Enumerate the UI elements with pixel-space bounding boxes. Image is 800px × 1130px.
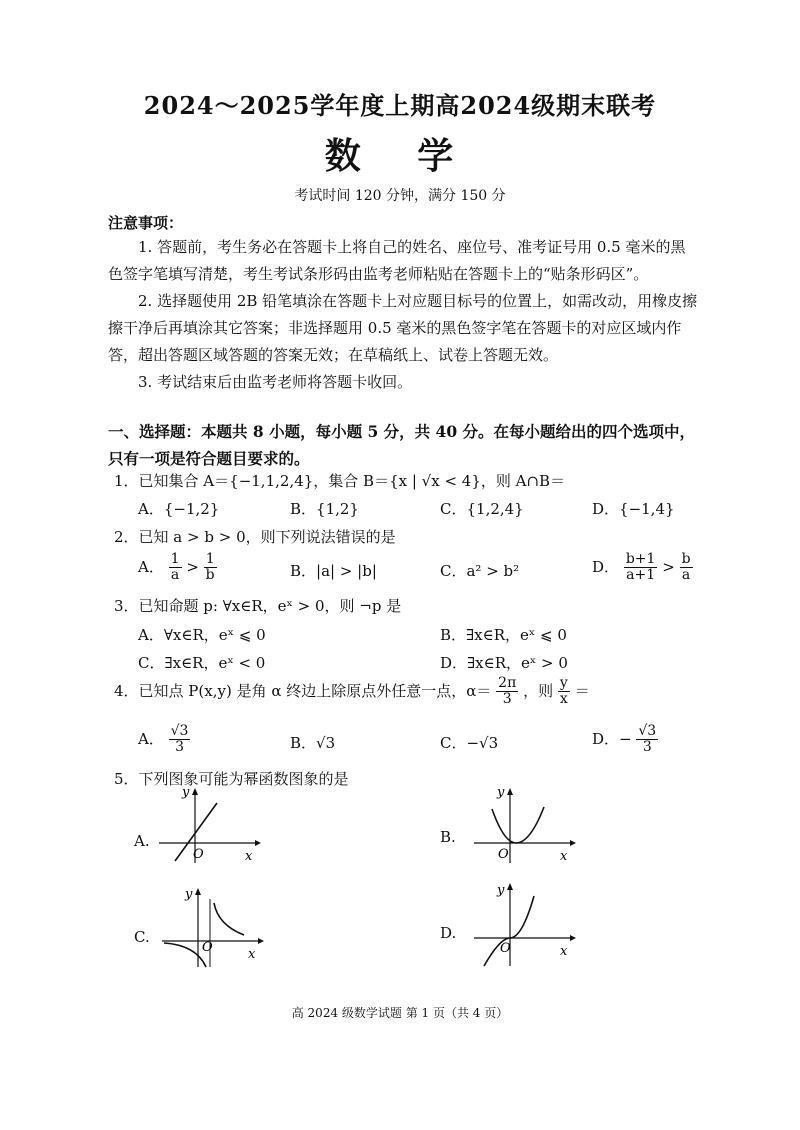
q2-d-num2: b <box>681 551 691 567</box>
q4-option-a <box>138 724 190 756</box>
graph-d-x-label: x <box>560 944 568 959</box>
q2-d-den2: a <box>681 567 691 584</box>
q2-option-c: C．a² > b² <box>440 562 520 580</box>
q2-option-b: B．|a| > |b| <box>290 562 377 580</box>
graph-c-origin: O <box>202 940 213 955</box>
q2-stem: 2．已知 a > b > 0，则下列说法错误的是 <box>114 528 396 546</box>
section-1-heading: 一、选择题：本题共 8 小题，每小题 5 分，共 40 分。在每小题给出的四个选项中，只有一项是符合题目要求的。 <box>108 422 696 468</box>
q2-d-frac2 <box>680 552 693 584</box>
q4-ratio-frac <box>558 676 570 708</box>
q4-d-frac <box>636 724 658 756</box>
q4-stem-mid: ，则 <box>523 681 554 700</box>
graph-b-y-label: y <box>497 785 505 800</box>
q4-alpha-num: 2π <box>498 675 517 691</box>
q2-a-op: > <box>186 557 199 576</box>
note-item-1: 1. 答题前，考生务必在答题卡上将自己的姓名、座位号、准考证号用 0.5 毫米的黑色签字笔填写清楚，考生考试条形码由监考老师粘贴在答题卡上的“贴条形码区”。 <box>108 238 686 283</box>
q5-graph-b <box>470 785 580 865</box>
notes-heading: 注意事项： <box>108 214 184 232</box>
subject-title: 数 学 <box>324 135 476 177</box>
graph-c-x-arrow <box>258 938 264 944</box>
q3-stem: 3．已知命题 p: ∀x∈R，eˣ > 0，则 ¬p 是 <box>114 597 402 615</box>
q2-a-num1: 1 <box>170 551 180 567</box>
q4-stem-pre: 4．已知点 P(x,y) 是角 α 终边上除原点外任意一点，α＝ <box>114 681 492 700</box>
q4-d-den: 3 <box>642 739 652 756</box>
q1-option-b: B．{1,2} <box>290 500 359 518</box>
graph-b-x-label: x <box>560 849 568 864</box>
graph-c-curve-left <box>164 943 206 967</box>
note-item-2: 2. 选择题使用 2B 铅笔填涂在答题卡上对应题目标号的位置上，如需改动，用橡皮擦擦干净后再填涂其它答案；非选择题用 0.5 毫米的黑色签字笔在答题卡的对应区域内作答，超出答题区域答题的答案无效；在草稿纸上、试卷上答题无效。 <box>108 292 698 364</box>
graph-c-y-arrow <box>195 888 201 895</box>
graph-d-x-arrow <box>570 935 576 941</box>
q4-ratio-num: y <box>559 675 568 691</box>
graph-c-curve-right <box>214 903 244 935</box>
q4-stem <box>114 676 590 708</box>
q5-graph-d <box>470 880 580 970</box>
q2-d-frac1 <box>624 552 658 584</box>
q5-graph-a <box>155 785 265 865</box>
graph-b-y-arrow <box>507 788 513 795</box>
q2-d-op: > <box>662 557 675 576</box>
graph-d-y-arrow <box>507 883 513 890</box>
graph-d-origin: O <box>500 941 511 956</box>
graph-c-y-label: y <box>185 887 193 902</box>
q1-option-d: D．{−1,4} <box>592 500 675 518</box>
q2-d-num1: b+1 <box>625 551 656 567</box>
q2-a-frac2 <box>204 552 217 584</box>
q4-option-b: B．√3 <box>290 734 336 752</box>
graph-a-origin: O <box>193 847 204 862</box>
q4-a-num: √3 <box>170 723 189 739</box>
graph-b-x-arrow <box>570 840 576 846</box>
exam-title: 2024～2025学年度上期高2024级期末联考 <box>143 91 657 120</box>
q5-option-a-label: A. <box>134 832 150 850</box>
q4-a-den: 3 <box>175 739 184 756</box>
q2-a-den1: a <box>170 567 180 584</box>
note-item-3: 3. 考试结束后由监考老师将答题卡收回。 <box>138 373 413 391</box>
q5-option-c-label: C. <box>134 928 150 946</box>
q1-stem: 1．已知集合 A＝{−1,1,2,4}，集合 B＝{x | √x < 4}，则 A∩B＝ <box>114 472 566 490</box>
exam-time-info: 考试时间 120 分钟，满分 150 分 <box>294 188 506 204</box>
q3-option-c: C．∃x∈R，eˣ < 0 <box>138 654 266 672</box>
q3-option-a: A．∀x∈R，eˣ ⩽ 0 <box>138 626 266 644</box>
q5-option-b-label: B. <box>440 828 456 846</box>
q4-stem-post: ＝ <box>574 681 590 700</box>
q4-a-frac <box>169 724 191 756</box>
q2-a-num2: 1 <box>205 551 215 567</box>
q1-option-a: A．{−1,2} <box>138 500 220 518</box>
graph-c-x-label: x <box>248 947 256 962</box>
graph-a-x-label: x <box>245 849 253 864</box>
q5-stem: 5．下列图象可能为幂函数图象的是 <box>114 770 349 788</box>
q4-option-d <box>592 724 658 756</box>
q4-a-label: A． <box>138 729 164 748</box>
page-footer: 高 2024 级数学试题 第 1 页（共 4 页） <box>291 1006 509 1020</box>
q2-a-label: A． <box>138 557 164 576</box>
q1-option-c: C．{1,2,4} <box>440 500 524 518</box>
q2-a-den2: b <box>205 567 215 584</box>
q2-a-frac1 <box>169 552 182 584</box>
q3-option-b: B．∃x∈R，eˣ ⩽ 0 <box>440 626 567 644</box>
graph-b-origin: O <box>498 847 509 862</box>
q4-ratio-den: x <box>559 691 568 708</box>
q5-option-d-label: D. <box>440 924 457 942</box>
q2-option-a <box>138 552 217 584</box>
q2-option-d <box>592 552 693 584</box>
graph-b-curve <box>492 807 544 843</box>
q2-d-den1: a+1 <box>626 567 656 584</box>
graph-a-y-label: y <box>182 785 190 800</box>
q5-graph-c <box>158 885 268 970</box>
q3-option-d: D．∃x∈R，eˣ > 0 <box>440 654 568 672</box>
q4-option-c: C．−√3 <box>440 734 499 752</box>
graph-a-y-arrow <box>192 788 198 795</box>
q4-alpha-frac <box>496 676 518 708</box>
q4-alpha-den: 3 <box>502 691 512 708</box>
graph-d-y-label: y <box>497 883 505 898</box>
q2-d-label: D． <box>592 557 620 576</box>
q4-d-label: D．− <box>592 729 632 748</box>
graph-a-x-arrow <box>255 840 261 846</box>
q4-d-num: √3 <box>638 723 657 739</box>
